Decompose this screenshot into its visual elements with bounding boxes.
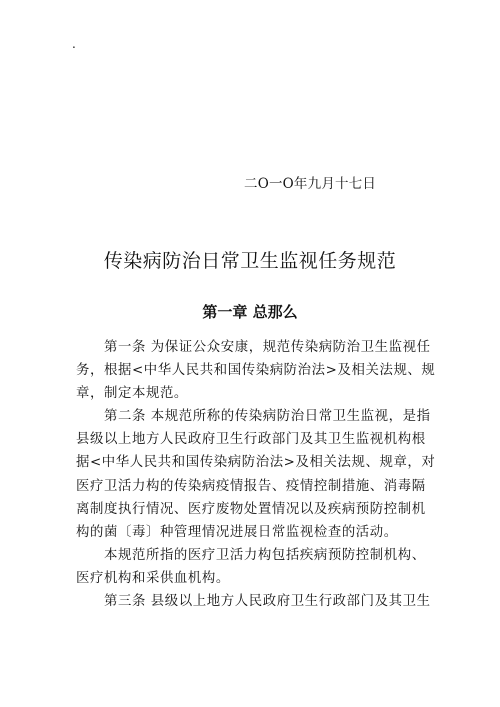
text-line: 县级以上地方人民政府卫生行政部门及其卫生监视机构根 [76, 432, 426, 448]
stray-dot: . [72, 37, 76, 51]
text-line: 务，根据<中华人民共和国传染病防治法>及相关法规、规 [76, 363, 436, 379]
document-title: 传染病防治日常卫生监视任务规范 [103, 250, 397, 272]
text-line: 构的菌〔毒〕种管理情况进展日常监视检查的活动。 [76, 524, 398, 540]
text-line: 据<中华人民共和国传染病防治法>及相关法规、规章，对 [76, 455, 436, 471]
text-line: 本规范所指的医疗卫活力构包括疾病预防控制机构、 [76, 547, 426, 563]
text-line: 第一条 为保证公众安康，规范传染病防治卫生监视任 [76, 340, 431, 355]
text-line: 第三条 县级以上地方人民政府卫生行政部门及其卫生 [76, 594, 431, 610]
text-line: 离制度执行情况、医疗废物处置情况以及疾病预防控制机 [76, 501, 426, 517]
text-line: 章，制定本规范。 [76, 386, 188, 402]
text-line: 医疗卫活力构的传染病疫情报告、疫情控制措施、消毒隔 [76, 478, 426, 494]
document-date: 二O一O年九月十七日 [244, 176, 377, 192]
body-text [76, 336, 436, 613]
text-line: 医疗机构和采供血机构。 [76, 570, 230, 586]
text-line: 第二条 本规范所称的传染病防治日常卫生监视，是指 [76, 409, 431, 425]
chapter-heading: 第一章 总那么 [202, 303, 298, 321]
